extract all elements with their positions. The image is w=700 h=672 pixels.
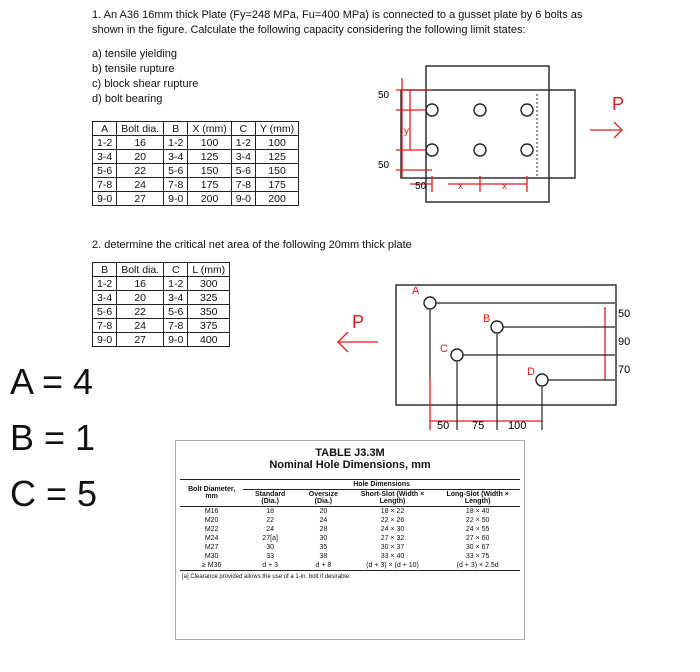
dim-h75: 75 [472, 420, 485, 432]
table-cell: 3-4 [93, 291, 117, 305]
table-cell: 9-0 [231, 192, 255, 206]
j33m-h2: Oversize (Dia.) [297, 490, 350, 507]
table-cell: 350 [188, 305, 230, 319]
table-header: Bolt dia. [117, 122, 164, 136]
table-cell: 27 [117, 192, 164, 206]
table-cell: 9-0 [164, 192, 188, 206]
table-cell: d + 8 [297, 561, 350, 571]
table-row [180, 534, 520, 543]
table-cell: 7-8 [93, 178, 117, 192]
table-cell: 22 × 26 [380, 517, 405, 524]
dim-h50: 50 [437, 420, 450, 432]
table-cell: 27 × 32 [380, 535, 405, 542]
answer-b: B = 1 [10, 417, 96, 458]
table-cell: 200 [255, 192, 298, 206]
table-row [180, 525, 520, 534]
table-cell: 5-6 [164, 164, 188, 178]
dim-90: 90 [618, 336, 631, 348]
label-c: C [440, 343, 448, 355]
gusset-plate [426, 66, 549, 202]
problem2-title: 2. determine the critical net area of the following 20mm thick plate [92, 239, 412, 251]
table-cell: 16 [117, 136, 164, 150]
j33m-h0: Bolt Diameter, mm [180, 480, 243, 507]
item-d: d) bolt bearing [92, 93, 163, 105]
table-cell: d + 3 [243, 561, 297, 571]
table-cell: 24 [319, 517, 328, 524]
table-cell: 3-4 [164, 150, 188, 164]
table-row [93, 192, 299, 206]
table-j33m [175, 440, 525, 640]
table-cell: 175 [188, 178, 231, 192]
table-cell: 5-6 [93, 305, 117, 319]
j33m-group: Hole Dimensions [243, 480, 520, 490]
dim-50-top: 50 [378, 90, 390, 101]
j33m-h3: Short-Slot (Width × Length) [350, 490, 436, 507]
table-cell: 20 [319, 508, 328, 515]
table-cell: 1-2 [231, 136, 255, 150]
table-cell: 18 × 22 [380, 508, 405, 515]
table-row [93, 136, 299, 150]
problem2-table [92, 262, 230, 347]
table-header: B [93, 263, 117, 277]
table-cell: 30 × 67 [465, 544, 490, 551]
table-header: C [164, 263, 188, 277]
table-cell: 20 [117, 291, 164, 305]
table-cell: 5-6 [164, 305, 188, 319]
load-p-label: P [612, 94, 625, 114]
dim-70: 70 [618, 364, 631, 376]
table-cell: 7-8 [164, 178, 188, 192]
table-cell: 30 [266, 544, 275, 551]
table-cell: 175 [255, 178, 298, 192]
j33m-h1: Standard (Dia.) [243, 490, 297, 507]
j33m-footnote: [a] Clearance provided allows the use of a 1-in. bolt if desirable. [182, 574, 351, 580]
table-cell: 3-4 [164, 291, 188, 305]
table-cell: 125 [188, 150, 231, 164]
problem1-table [92, 121, 299, 206]
label-d: D [527, 366, 535, 378]
table-cell: 7-8 [164, 319, 188, 333]
table-cell: 200 [188, 192, 231, 206]
dim-x-2: x [502, 181, 507, 192]
problem1-title: 1. An A36 16mm thick Plate (Fy=248 MPa, Fu=400 MPa) is connected to a gusset plate by 6 bolts as shown in the figure. Calculate the following capacity considering the following limit states: [92, 9, 583, 36]
table-cell: 125 [255, 150, 298, 164]
table-cell: 24 × 55 [465, 526, 490, 533]
table-header: L (mm) [188, 263, 230, 277]
table-cell: 1-2 [93, 136, 117, 150]
problem1-figure [360, 58, 650, 208]
table-cell: 20 [117, 150, 164, 164]
table-cell: 33 × 75 [465, 553, 490, 560]
table-cell: 5-6 [93, 164, 117, 178]
table-cell: M20 [204, 517, 219, 524]
table-cell: 30 × 37 [380, 544, 405, 551]
dim-50-bottom: 50 [378, 160, 390, 171]
dim-y: y [404, 126, 409, 137]
table-cell: 28 [319, 526, 328, 533]
table-cell: 38 [319, 553, 328, 560]
table-cell: M22 [204, 526, 219, 533]
table-cell: M30 [204, 553, 219, 560]
table-header: X (mm) [188, 122, 231, 136]
j33m-title: TABLE J3.3M [315, 447, 385, 459]
table-row [93, 305, 230, 319]
table-header: Bolt dia. [117, 263, 164, 277]
table-cell: 9-0 [93, 192, 117, 206]
table-cell: 24 [117, 178, 164, 192]
table-cell: 7-8 [231, 178, 255, 192]
j33m-h4: Long-Slot (Width × Length) [435, 490, 520, 507]
table-row [180, 543, 520, 552]
table-row [180, 552, 520, 561]
table-row [93, 277, 230, 291]
table-cell: 100 [188, 136, 231, 150]
table-cell: 27 × 60 [465, 535, 490, 542]
table-cell: 27[a] [262, 535, 278, 542]
table-cell: 35 [319, 544, 328, 551]
table-cell: 5-6 [231, 164, 255, 178]
table-row [180, 516, 520, 525]
table-cell: 7-8 [93, 319, 117, 333]
table-cell: 24 × 30 [380, 526, 405, 533]
table-cell: 150 [188, 164, 231, 178]
table-row [180, 561, 520, 571]
answer-a: A = 4 [10, 361, 94, 402]
answer-c: C = 5 [10, 473, 98, 514]
problem1-items [92, 47, 198, 107]
item-c: c) block shear rupture [92, 78, 199, 90]
table-row [93, 178, 299, 192]
table-cell: 3-4 [231, 150, 255, 164]
table-cell: 9-0 [164, 333, 188, 347]
table-cell: M24 [204, 535, 219, 542]
j33m-table [180, 479, 520, 571]
table-cell: 22 [117, 164, 164, 178]
dim-50: 50 [618, 308, 631, 320]
table-cell: 30 [319, 535, 328, 542]
j33m-subtitle: Nominal Hole Dimensions, mm [269, 459, 431, 471]
table-cell: 1-2 [164, 136, 188, 150]
problem2-figure [330, 280, 660, 440]
table-cell: 33 × 40 [380, 553, 405, 560]
table-header: C [231, 122, 255, 136]
table-cell: 24 [266, 526, 275, 533]
table-cell: M27 [204, 544, 219, 551]
table-cell: 400 [188, 333, 230, 347]
table-cell: 100 [255, 136, 298, 150]
label-a: A [412, 285, 420, 297]
table-cell: 375 [188, 319, 230, 333]
label-b: B [483, 313, 491, 325]
dim-x-1: x [458, 181, 463, 192]
table-cell: 27 [117, 333, 164, 347]
item-b: b) tensile rupture [92, 63, 175, 75]
table-cell: 22 × 50 [465, 517, 490, 524]
table-cell: 18 [266, 508, 275, 515]
table-row [93, 291, 230, 305]
table-row [93, 333, 230, 347]
table-cell: 325 [188, 291, 230, 305]
table-cell: 3-4 [93, 150, 117, 164]
table-header: Y (mm) [255, 122, 298, 136]
table-cell: 24 [117, 319, 164, 333]
table-cell: 150 [255, 164, 298, 178]
table-cell: 22 [117, 305, 164, 319]
table-cell: 22 [266, 517, 275, 524]
item-a: a) tensile yielding [92, 48, 177, 60]
table-cell: 16 [117, 277, 164, 291]
table-row [93, 164, 299, 178]
table-cell: (d + 3) × (d + 10) [350, 561, 436, 571]
table-row [93, 150, 299, 164]
table-cell: 33 [266, 553, 275, 560]
table-cell: 300 [188, 277, 230, 291]
dim-h100: 100 [508, 420, 527, 432]
table-header: A [93, 122, 117, 136]
dim-50-horizontal: 50 [415, 181, 427, 192]
table-cell: 18 × 40 [465, 508, 490, 515]
load-p2-label: P [352, 312, 365, 332]
table-cell: ≥ M36 [180, 561, 243, 571]
table-cell: 1-2 [93, 277, 117, 291]
table-header-row [93, 263, 230, 277]
table-cell: 9-0 [93, 333, 117, 347]
table-header-row [93, 122, 299, 136]
table-row [93, 319, 230, 333]
table-cell: 1-2 [164, 277, 188, 291]
table-header: B [164, 122, 188, 136]
table-row [180, 507, 520, 517]
bolt-holes [426, 104, 533, 156]
table-cell: (d + 3) × 2.5d [435, 561, 520, 571]
table-cell: M16 [204, 508, 219, 515]
